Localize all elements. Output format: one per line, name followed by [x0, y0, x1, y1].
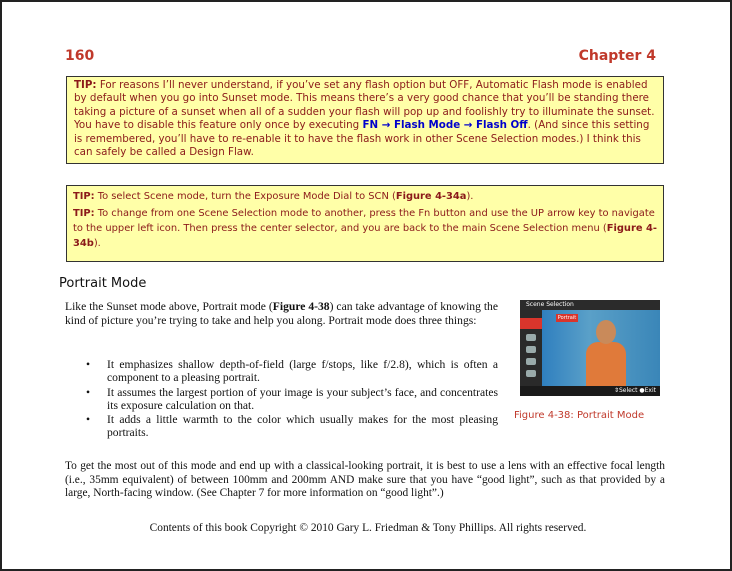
tip-label: TIP: [73, 208, 95, 219]
tip-text-end: ). [466, 191, 474, 202]
intro-text: Like the Sunset mode above, Portrait mode ( [65, 300, 273, 313]
tip-paragraph-2 [73, 206, 657, 251]
screen-title: Scene Selection [520, 300, 660, 310]
tip-text: For reasons I’ll never understand, if you’ve set any flash option but OFF, Automatic Flash mode is enabled by default when you go into Sunset mode. This means there’s a very good chance that you’ll be standing there taking a picture of a sunset when all of a sudden your flash will pop up and foolishly try to illuminate the sunset. You have to disable this feature only once by executing [74, 79, 655, 132]
copyright-footer: Contents of this book Copyright © 2010 Gary L. Friedman & Tony Phillips. All rights reserved. [149, 522, 587, 534]
scene-icon [526, 346, 536, 353]
tip-label: TIP: [73, 191, 95, 202]
section-title: Portrait Mode [59, 276, 147, 291]
scene-icon [526, 358, 536, 365]
tip-text: To change from one Scene Selection mode to another, press the Fn button and use the UP arrow key to navigate to the upper left icon. Then press the center selector, and you are back to the main Scene Selection menu ( [73, 208, 655, 234]
tip-box-flash [66, 76, 664, 164]
figure-ref: Figure 4-34b [73, 223, 657, 249]
tip-paragraph-1 [73, 189, 657, 204]
scene-icon [526, 334, 536, 341]
subject-body [586, 342, 626, 386]
intro-text-end: ) can take advantage of knowing the kind of picture you’re trying to take and help you along. Portrait mode does three things: [65, 300, 498, 327]
list-item: • It emphasizes shallow depth-of-field (large f/stops, like f/2.8), which is often a component to a pleasing portrait. [86, 358, 498, 385]
page-number: 160 [65, 48, 95, 64]
tip-text-end: ). [93, 238, 101, 249]
scene-menu [520, 310, 542, 386]
intro-paragraph [65, 300, 498, 327]
feature-list [86, 358, 498, 441]
figure-caption: Figure 4-38: Portrait Mode [514, 410, 645, 421]
figure-ref: Figure 4-34a [395, 191, 467, 202]
closing-paragraph: To get the most out of this mode and end up with a classical-looking portrait, it is best to use a lens with an effective focal length (i.e., 35mm equivalent) of between 100mm and 200mm AND make sure that you have “good light”, such as that provided by a large, North-facing window. (See Chapter 7 for more information on “good light”.) [65, 460, 665, 500]
portrait-mode-screen-image [520, 300, 660, 396]
menu-path: FN → Flash Mode → Flash Off [362, 119, 528, 132]
list-item: • It assumes the largest portion of your image is your subject’s face, and concentrates its exposure calculation on that. [86, 386, 498, 413]
tip-box-scene [66, 185, 664, 262]
screen-hint: ⇕Select ●Exit [520, 386, 660, 396]
subject-face [596, 320, 616, 344]
tip-text: To select Scene mode, turn the Exposure Mode Dial to SCN ( [97, 191, 396, 202]
scene-icon [526, 370, 536, 377]
selected-mode-tag: Portrait [557, 315, 577, 321]
tip-label: TIP: [74, 79, 97, 91]
portrait-icon [520, 318, 542, 329]
tip-text-end: . (And since this setting is remembered, you’ll have to re-enable it to have the flash work in other Scene Selection modes.) I think this can safely be called a Design Flaw. [74, 119, 650, 159]
list-item: • It adds a little warmth to the color which usually makes for the most pleasing portraits. [86, 413, 498, 440]
chapter-heading: Chapter 4 [578, 48, 656, 64]
figure-ref: Figure 4-38 [272, 300, 330, 313]
